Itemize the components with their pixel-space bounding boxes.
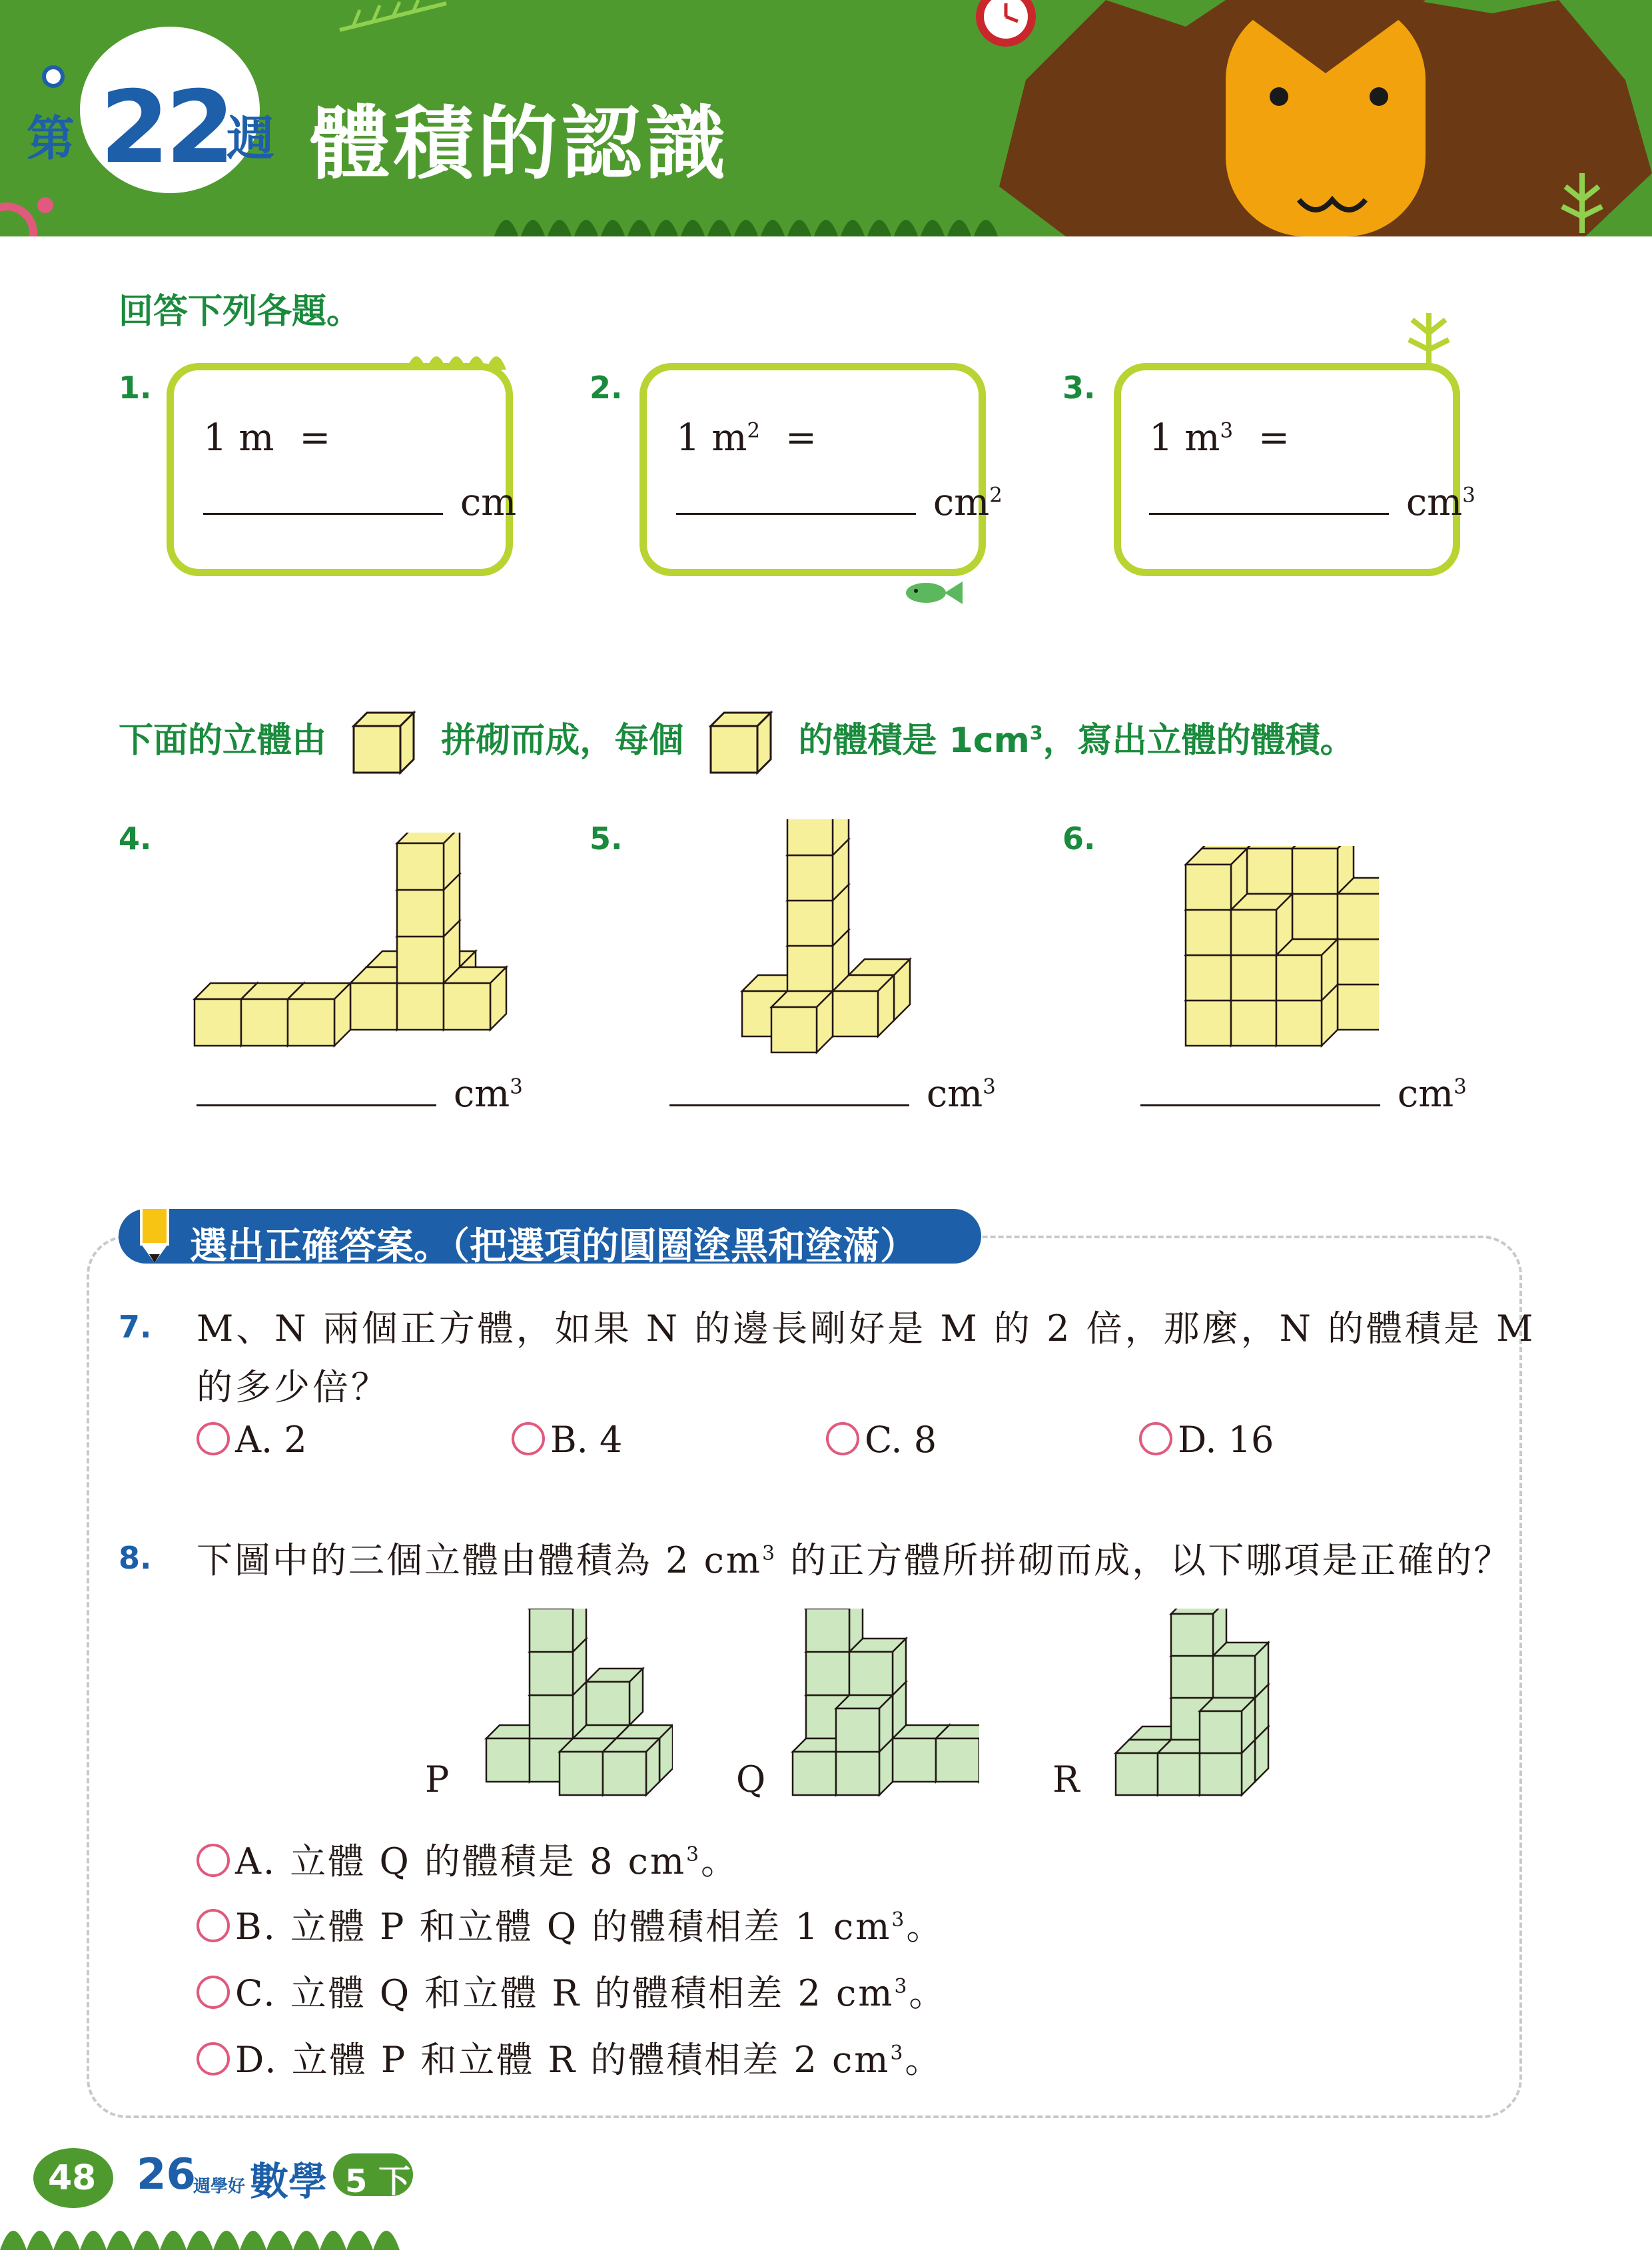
cube-block <box>833 975 894 1036</box>
option-circle[interactable] <box>826 1422 859 1455</box>
cube-solid-5 <box>713 819 913 1059</box>
answer-line: cm <box>203 481 516 524</box>
cube-block <box>530 1609 586 1652</box>
option-b[interactable]: B. 立體 P 和立體 Q 的體積相差 1 $cm^3$。 <box>197 1898 944 1950</box>
cube-block <box>849 1639 906 1695</box>
cube-block <box>1213 1643 1268 1698</box>
brand-small-text: 週學好 <box>193 2177 246 2197</box>
answer-blank[interactable] <box>1140 1098 1380 1106</box>
brand-subject: 數學 <box>250 2159 328 2204</box>
cube-block <box>806 1609 863 1652</box>
option-d[interactable]: D. 16 <box>1139 1419 1274 1461</box>
answer-box <box>167 363 513 576</box>
week-number: 22 <box>100 70 231 186</box>
answer-blank[interactable] <box>203 506 443 515</box>
unit-cube-icon <box>350 709 417 776</box>
dot-icon <box>40 63 67 90</box>
cube-block <box>288 983 350 1046</box>
solid-label-q: Q <box>736 1758 766 1800</box>
question-number: 3. <box>1062 370 1096 406</box>
option-b[interactable]: B. 4 <box>512 1419 622 1461</box>
option-circle[interactable] <box>197 1909 230 1942</box>
option-d[interactable]: D. 立體 P 和立體 R 的體積相差 2 $cm^3$。 <box>197 2032 943 2083</box>
answer-line: $cm^3$ <box>1149 481 1475 524</box>
option-circle[interactable] <box>197 1976 230 2009</box>
pencil-icon <box>128 1204 181 1264</box>
cube-block <box>1171 1609 1226 1656</box>
cube-block <box>836 1695 893 1752</box>
section3-instruction: 選出正確答案。（把選項的圓圈塗黑和塗滿） <box>190 1225 917 1268</box>
equation-left: 1 $m^2$ = <box>676 416 817 460</box>
answer-blank[interactable] <box>676 506 916 515</box>
cube-solid-r <box>1109 1609 1289 1802</box>
plant-icon <box>1552 160 1612 233</box>
page-number: 48 <box>48 2158 97 2198</box>
cube-block <box>1186 849 1247 910</box>
answer-blank[interactable] <box>1149 506 1389 515</box>
plant-icon <box>1399 303 1459 366</box>
grass-decoration <box>406 343 506 370</box>
option-c[interactable]: C. 8 <box>826 1419 937 1461</box>
answer-line: $cm^3$ <box>669 1072 996 1116</box>
option-c[interactable]: C. 立體 Q 和立體 R 的體積相差 2 $cm^3$。 <box>197 1965 947 2016</box>
cube-solid-6 <box>1179 846 1379 1052</box>
question-number: 4. <box>119 821 152 857</box>
fish-icon <box>899 576 966 609</box>
week-suffix: 週 <box>226 111 275 167</box>
cube-block <box>1276 939 1338 1000</box>
cube-block <box>397 833 460 890</box>
question-number: 2. <box>590 370 623 406</box>
option-circle[interactable] <box>512 1422 545 1455</box>
option-a[interactable]: A. 立體 Q 的體積是 8 $cm^3$。 <box>197 1833 739 1884</box>
answer-box <box>1114 363 1460 576</box>
cube-block <box>771 991 833 1052</box>
grass-decoration <box>493 200 999 236</box>
section2-instruction: 下面的立體由 拼砌而成，每個 的體積是 $1cm^3$，寫出立體的體積。 <box>119 709 1355 776</box>
grade-label: 5 下 <box>345 2163 411 2200</box>
solid-label-r: R <box>1052 1758 1080 1800</box>
option-circle[interactable] <box>1139 1422 1172 1455</box>
option-circle[interactable] <box>197 1844 230 1877</box>
question-number: 8. <box>119 1540 152 1576</box>
section1-instruction: 回答下列各題。 <box>119 292 362 332</box>
cube-block <box>1200 1698 1255 1753</box>
answer-blank[interactable] <box>197 1098 436 1106</box>
question-number: 6. <box>1062 821 1096 857</box>
leaf-icon <box>333 0 453 33</box>
swirl-decoration <box>0 193 53 236</box>
cube-solid-4 <box>187 833 520 1052</box>
equation-left: 1 $m^3$ = <box>1149 416 1290 460</box>
answer-box <box>639 363 986 576</box>
equation-left: 1 m = <box>203 416 331 460</box>
answer-line: $cm^2$ <box>676 481 1003 524</box>
option-a[interactable]: A. 2 <box>197 1419 307 1461</box>
cube-block <box>936 1725 979 1782</box>
question-number: 1. <box>119 370 152 406</box>
solid-label-p: P <box>425 1758 450 1800</box>
unit-cube-icon <box>707 709 774 776</box>
option-circle[interactable] <box>197 2042 230 2075</box>
cube-block <box>444 967 506 1030</box>
clock-icon <box>959 0 1052 60</box>
page-title: 體積的認識 <box>310 98 729 190</box>
brand-number: 26 <box>137 2150 197 2199</box>
question-text: M、N 兩個正方體，如果 N 的邊長剛好是 M 的 2 倍，那麼，N 的體積是 M <box>197 1308 1536 1349</box>
answer-line: $cm^3$ <box>197 1072 523 1116</box>
answer-blank[interactable] <box>669 1098 909 1106</box>
answer-line: $cm^3$ <box>1140 1072 1467 1116</box>
question-text: 的多少倍？ <box>197 1366 390 1408</box>
cube-block <box>1231 894 1292 955</box>
week-prefix: 第 <box>27 111 75 167</box>
cube-solid-p <box>466 1609 673 1802</box>
cube-block <box>1292 846 1354 894</box>
option-circle[interactable] <box>197 1422 230 1455</box>
cube-block <box>603 1738 659 1795</box>
question-text: 下圖中的三個立體由體積為 2 $cm^3$ 的正方體所拼砌而成，以下哪項是正確的？ <box>197 1539 1512 1581</box>
cube-solid-q <box>786 1609 979 1802</box>
cube-block <box>586 1669 643 1725</box>
question-number: 5. <box>590 821 623 857</box>
question-number: 7. <box>119 1309 152 1345</box>
